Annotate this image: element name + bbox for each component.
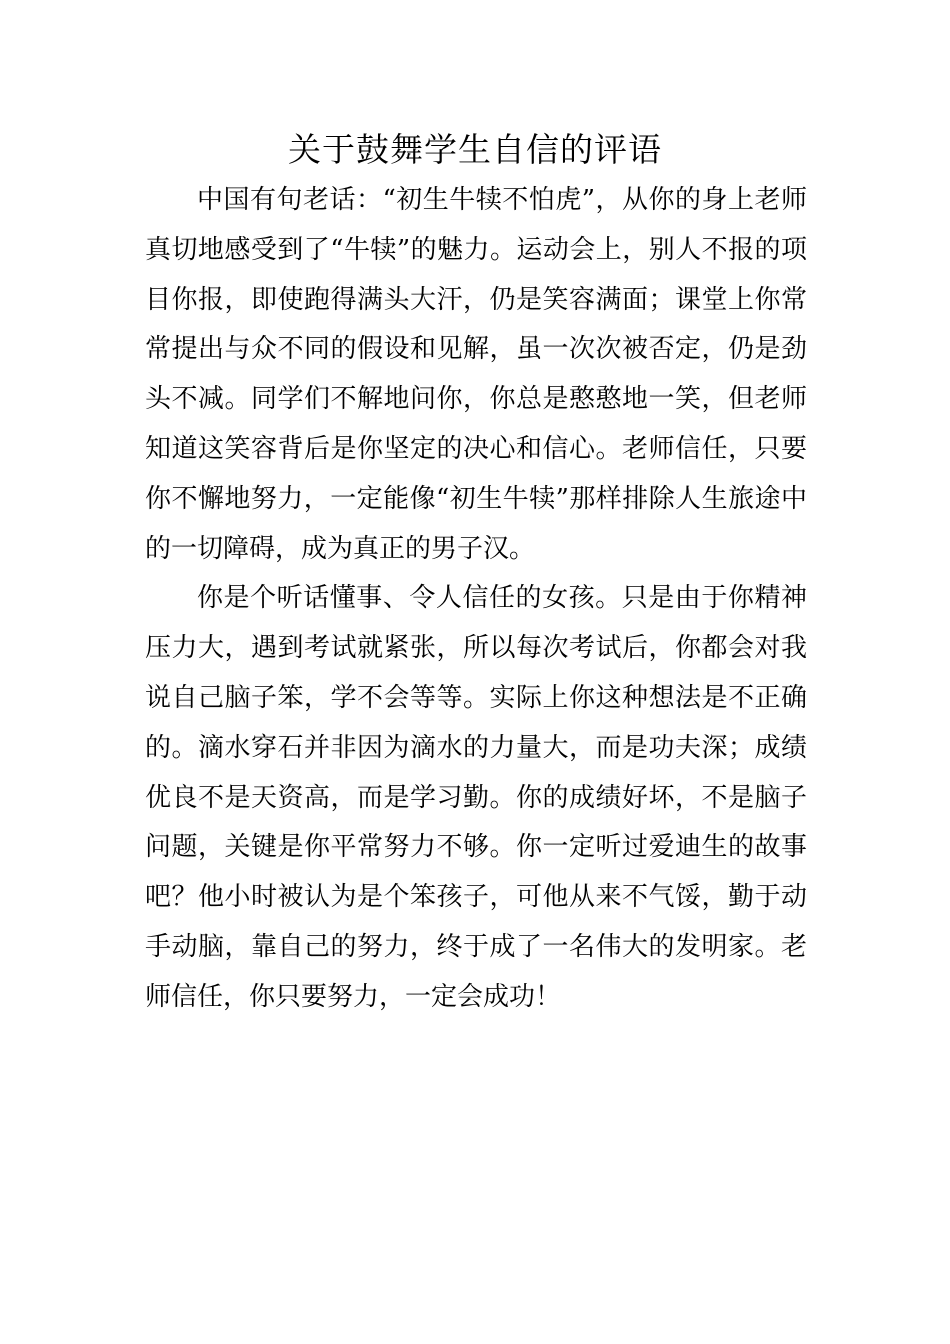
paragraph-2: 你是个听话懂事、令人信任的女孩。只是由于你精神压力大，遇到考试就紧张，所以每次考试后，你都会对我说自己脑子笨，学不会等等。实际上你这种想法是不正确的。滴水穿石并非因为滴水的力量大，而是功夫深；成绩优良不是天资高，而是学习勤。你的成绩好坏，不是脑子问题，关键是你平常努力不够。你一定听过爱迪生的故事吧？他小时被认为是个笨孩子，可他从来不气馁，勤于动手动脑，靠自己的努力，终于成了一名伟大的发明家。老师信任，你只要努力，一定会成功！: [145, 583, 807, 1012]
document-title: 关于鼓舞学生自信的评语: [288, 130, 662, 169]
paragraph-1: 中国有句老话：“初生牛犊不怕虎”，从你的身上老师真切地感受到了“牛犊”的魅力。运动会上，别人不报的项目你报，即使跑得满头大汗，仍是笑容满面；课堂上你常常提出与众不同的假设和见解，虽一次次被否定，仍是劲头不减。同学们不解地问你，你总是憨憨地一笑，但老师知道这笑容背后是你坚定的决心和信心。老师信任，只要你不懈地努力，一定能像“初生牛犊”那样排除人生旅途中的一切障碍，成为真正的男子汉。: [145, 185, 807, 564]
document-body: [145, 176, 807, 1023]
